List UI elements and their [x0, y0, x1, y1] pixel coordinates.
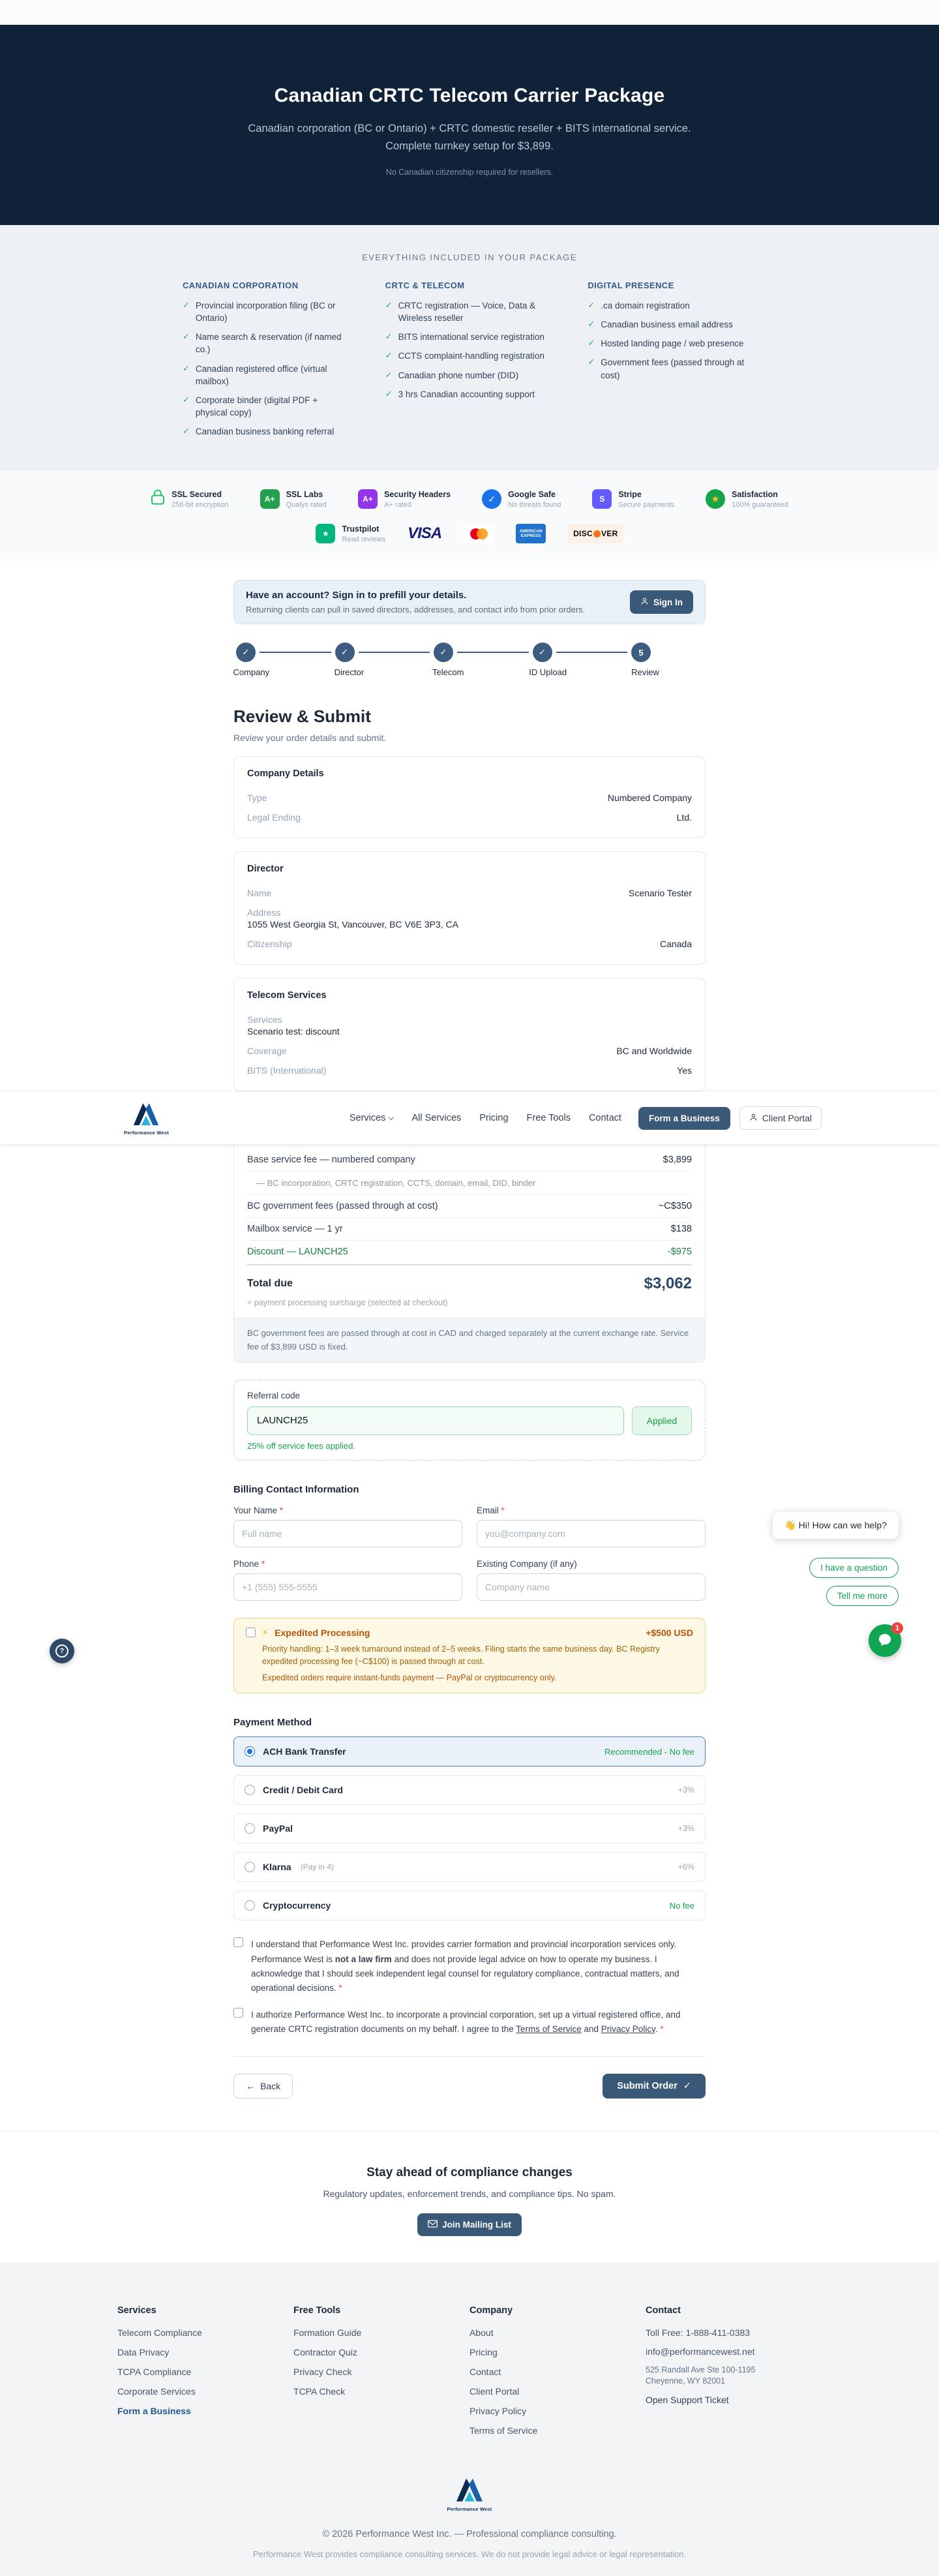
list-item	[385, 350, 554, 362]
check-icon	[683, 2081, 691, 2091]
footer-link[interactable]: Telecom Compliance	[117, 2327, 202, 2339]
nav-contact[interactable]: Contact	[588, 1113, 621, 1124]
included-heading: EVERYTHING INCLUDED IN YOUR PACKAGE	[362, 252, 577, 262]
footer-col-company: Company About Pricing Contact Client Portal Privacy Policy Terms of Service	[470, 2305, 646, 2445]
envelope-icon	[428, 2220, 438, 2230]
included-item-label: 3 hrs Canadian accounting support	[398, 389, 535, 399]
billing-heading: Billing Contact Information	[233, 1483, 359, 1495]
detail-row: Address 1055 West Georgia St, Vancouver, BC V6E 3P3, CA	[247, 907, 458, 930]
included-item-label: Canadian registered office (virtual mailbox)	[195, 363, 327, 386]
included-item-label: Provincial incorporation filing (BC or Ontario)	[195, 301, 336, 324]
detail-row: BITS (International) Yes	[247, 1065, 692, 1076]
hero-section	[0, 25, 939, 225]
step-id-upload[interactable]: ✓ ID Upload	[533, 643, 552, 662]
chat-launcher-button[interactable]	[869, 1624, 901, 1657]
nav-free-tools[interactable]: Free Tools	[526, 1113, 571, 1124]
logo-mark-icon	[453, 2476, 486, 2505]
nav-services[interactable]: Services	[350, 1113, 394, 1123]
step-check-icon	[236, 643, 256, 662]
submit-order-button[interactable]: Submit Order ✓	[603, 2074, 706, 2099]
included-col-title: CRTC & TELECOM	[385, 280, 465, 290]
footer-link[interactable]: TCPA Check	[293, 2386, 346, 2397]
total-due-amount: $3,062	[644, 1275, 692, 1293]
footer-link[interactable]: Corporate Services	[117, 2386, 196, 2397]
footer-logo: Performance West	[0, 2476, 939, 2512]
included-item-label: CCTS complaint-handling registration	[398, 351, 544, 361]
list-item	[385, 299, 554, 324]
payment-note: Recommended - No fee	[604, 1746, 694, 1757]
included-item-label: Canadian phone number (DID)	[398, 370, 519, 380]
trustpilot-star-icon: ★	[316, 524, 335, 543]
included-item-label: Canadian business banking referral	[195, 427, 335, 437]
pricing-row-discount: Discount — LAUNCH25 -$975	[247, 1247, 692, 1258]
site-navbar	[0, 1092, 939, 1144]
a-plus-icon: A+	[358, 489, 378, 509]
review-subtitle: Review your order details and submit.	[233, 733, 387, 744]
signin-subtitle: Returning clients can pull in saved directors, addresses, and contact info from prior orders.	[246, 605, 586, 615]
pricing-total-row: Total due $3,062	[247, 1264, 692, 1296]
badge-security-headers: A+ Security Headers A+ rated	[358, 489, 451, 509]
check-icon	[588, 356, 595, 381]
referral-applied-button[interactable]: Applied	[632, 1406, 692, 1435]
payment-note: No fee	[669, 1900, 694, 1911]
review-heading: Review & Submit	[233, 706, 371, 727]
footer-phone: Toll Free: 1-888-411-0383	[646, 2327, 751, 2339]
included-col-telecom	[385, 280, 554, 444]
included-item-label: CRTC registration — Voice, Data & Wireless reseller	[398, 301, 536, 324]
form-a-business-button[interactable]: Form a Business	[638, 1107, 730, 1130]
step-telecom[interactable]: ✓ Telecom	[434, 643, 453, 662]
back-button[interactable]: ← Back	[233, 2074, 293, 2099]
check-icon	[183, 331, 190, 356]
nav-all-services[interactable]: All Services	[411, 1113, 462, 1124]
footer-copyright: © 2026 Performance West Inc. — Professional compliance consulting.	[322, 2529, 617, 2540]
expedited-checkbox[interactable]	[246, 1628, 256, 1637]
payment-option-ach[interactable]: ACH Bank Transfer Recommended - No fee	[233, 1736, 706, 1766]
stripe-icon: S	[592, 489, 612, 509]
included-section	[0, 225, 939, 470]
footer-link[interactable]: About	[470, 2327, 494, 2339]
check-circle-icon: ✓	[482, 489, 501, 509]
badge-google-safe: ✓ Google Safe No threats found	[482, 489, 561, 509]
included-item-label: Name search & reservation (if named co.)	[195, 332, 342, 355]
phone-field-group: Phone * +1 (555) 555-5555	[233, 1559, 462, 1601]
director-card	[233, 851, 706, 965]
hero-note: No Canadian citizenship required for resellers.	[385, 168, 554, 177]
site-logo[interactable]: Performance West	[124, 1101, 169, 1136]
check-icon	[385, 350, 393, 362]
list-item	[183, 425, 351, 438]
included-col-title: DIGITAL PRESENCE	[588, 280, 674, 290]
chat-quick-reply-question[interactable]: I have a question	[809, 1558, 899, 1578]
check-icon	[183, 425, 190, 438]
step-check-icon	[533, 643, 552, 662]
detail-row: Type Numbered Company	[247, 793, 692, 804]
logo-mark-icon	[130, 1101, 162, 1129]
pricing-row-mailbox: Mailbox service — 1 yr $138	[247, 1218, 692, 1241]
included-item-label: Corporate binder (digital PDF + physical copy)	[195, 395, 318, 418]
email-field-group: Email * you@company.com	[477, 1506, 706, 1547]
radio-unselected[interactable]	[245, 1862, 255, 1872]
included-item-label: Hosted landing page / web presence	[601, 339, 744, 349]
surcharge-note: + payment processing surcharge (selected at checkout)	[247, 1298, 448, 1308]
detail-row: Name Scenario Tester	[247, 888, 692, 899]
footer-link[interactable]: Data Privacy	[117, 2347, 170, 2358]
footer-disclaimer: Performance West provides compliance consulting services. We do not provide legal advice or legal representation.	[252, 2549, 687, 2560]
detail-row: Services Scenario test: discount	[247, 1014, 340, 1037]
footer-col-free-tools: Free Tools Formation Guide Contractor Quiz Privacy Check TCPA Check	[293, 2305, 470, 2445]
list-item	[385, 331, 554, 343]
included-item-label: BITS international service registration	[398, 332, 544, 342]
mastercard-logo	[464, 524, 494, 543]
radio-selected[interactable]	[245, 1746, 255, 1757]
footer-col-services: Services Telecom Compliance Data Privacy TCPA Compliance Corporate Services Form a Business	[117, 2305, 293, 2445]
footer-email[interactable]: info@performancewest.net	[646, 2346, 755, 2357]
expedited-title: Expedited Processing	[275, 1627, 370, 1638]
telecom-services-card	[233, 978, 706, 1091]
newsletter-section	[0, 2131, 939, 2262]
step-check-icon	[335, 643, 355, 662]
lock-icon	[151, 489, 165, 509]
sign-in-button[interactable]: Sign In	[630, 590, 693, 614]
help-button[interactable]	[50, 1639, 74, 1663]
expedited-description: Priority handling: 1–3 week turnaround instead of 2–5 weeks. Filing starts the same business day. BC Registry expedited processing fee (~C$100) is passed through at cost.	[262, 1644, 660, 1667]
checkout-stepper	[233, 643, 659, 679]
list-item	[183, 363, 351, 387]
company-details-card	[233, 756, 706, 838]
amex-logo: AMERICAN EXPRESS	[516, 524, 546, 543]
check-icon	[385, 331, 393, 343]
badge-trustpilot: ★ Trustpilot Read reviews	[316, 524, 385, 543]
chevron-down-icon	[389, 1115, 394, 1120]
consent-authorization: I authorize Performance West Inc. to incorporate a provincial corporation, set up a virtual registered office, and generate CRTC registration documents on my behalf. I agree to the Terms of Service and Privacy Policy. *	[233, 2008, 706, 2037]
included-col-digital	[588, 280, 756, 444]
lightning-icon	[262, 1628, 268, 1638]
check-icon	[588, 337, 595, 350]
included-item-label: Canadian business email address	[601, 320, 733, 330]
footer-link[interactable]: Contact	[470, 2367, 501, 2378]
list-item	[183, 394, 351, 419]
included-col-title: CANADIAN CORPORATION	[183, 280, 299, 290]
footer-link[interactable]: TCPA Compliance	[117, 2367, 192, 2378]
card-title: Director	[247, 864, 284, 875]
phone-field[interactable]	[233, 1573, 462, 1601]
footer-link[interactable]: Terms of Service	[470, 2425, 538, 2436]
expedited-payment-note: Expedited orders require instant-funds payment — PayPal or cryptocurrency only.	[262, 1673, 557, 1683]
payment-option-klarna[interactable]: Klarna (Pay in 4) +6%	[233, 1852, 706, 1882]
card-title: Telecom Services	[247, 990, 327, 1001]
expedited-price: +$500 USD	[646, 1627, 693, 1638]
payment-option-paypal[interactable]: PayPal +3%	[233, 1813, 706, 1843]
list-item	[588, 356, 756, 381]
check-icon	[588, 299, 595, 312]
list-item	[588, 299, 756, 312]
open-support-ticket-link[interactable]: Open Support Ticket	[646, 2395, 729, 2406]
detail-row: Legal Ending Ltd.	[247, 812, 692, 823]
payment-option-crypto[interactable]: Cryptocurrency No fee	[233, 1890, 706, 1920]
chat-quick-reply-more[interactable]: Tell me more	[826, 1586, 899, 1606]
step-review[interactable]: 5 Review	[631, 643, 651, 662]
radio-unselected[interactable]	[245, 1900, 255, 1911]
person-icon	[749, 1113, 758, 1123]
chat-greeting-bubble: 👋 Hi! How can we help?	[773, 1512, 899, 1539]
referral-label: Referral code	[247, 1390, 301, 1401]
footer-col-contact: Contact Toll Free: 1-888-411-0383 info@performancewest.net 525 Randall Ave Ste 100-1195 Cheyenne, WY 82001 Open Support Ticket	[646, 2305, 822, 2445]
referral-success-message: 25% off service fees applied.	[247, 1440, 355, 1451]
terms-of-service-link[interactable]: Terms of Service	[516, 2023, 582, 2034]
list-item	[385, 369, 554, 382]
hero-subtitle: Canadian corporation (BC or Ontario) + CRTC domestic reseller + BITS international service. Complete turnkey setup for $3,899.	[248, 123, 691, 152]
step-number: 5	[631, 643, 651, 662]
step-check-icon	[434, 643, 453, 662]
radio-unselected[interactable]	[245, 1823, 255, 1834]
footer-link[interactable]: Pricing	[470, 2347, 498, 2358]
existing-company-field-group: Existing Company (if any) Company name	[477, 1559, 706, 1601]
detail-row: Coverage BC and Worldwide	[247, 1046, 692, 1057]
card-title: Company Details	[247, 768, 324, 780]
pricing-summary-card	[233, 1114, 706, 1362]
pricing-footnote: BC government fees are passed through at cost in CAD and charged separately at the current exchange rate. Service fee of $3,899 USD is fixed.	[234, 1318, 705, 1361]
pricing-row-base: Base service fee — numbered company $3,899	[247, 1149, 692, 1172]
name-field-group: Your Name * Full name	[233, 1506, 462, 1547]
client-portal-button[interactable]: Client Portal	[739, 1106, 822, 1130]
badge-stripe: S Stripe Secure payments	[592, 489, 674, 509]
included-col-corporation	[183, 280, 351, 444]
footer-link-form-a-business[interactable]: Form a Business	[117, 2406, 191, 2417]
arrow-left-icon	[246, 2081, 255, 2091]
person-icon	[640, 597, 649, 607]
footer-address-line2: Cheyenne, WY 82001	[646, 2376, 726, 2386]
chat-bubble-icon	[878, 1632, 892, 1650]
nav-pricing[interactable]: Pricing	[479, 1113, 509, 1124]
email-field[interactable]	[477, 1520, 706, 1547]
chat-unread-badge: 1	[891, 1622, 903, 1634]
footer-address-line1: 525 Randall Ave Ste 100-1195	[646, 2365, 756, 2375]
a-plus-icon: A+	[260, 489, 280, 509]
existing-company-field[interactable]	[477, 1573, 706, 1601]
list-item	[588, 337, 756, 350]
help-icon	[55, 1644, 68, 1658]
authorization-checkbox[interactable]	[233, 2008, 243, 2018]
included-item-label: .ca domain registration	[601, 301, 690, 311]
pricing-row-govfees: BC government fees (passed through at cost) ~C$350	[247, 1195, 692, 1218]
footer-link[interactable]: Contractor Quiz	[293, 2347, 358, 2358]
list-item	[183, 299, 351, 324]
badge-ssl-labs: A+ SSL Labs Qualys rated	[260, 489, 327, 509]
referral-code-card	[233, 1380, 706, 1461]
step-company[interactable]: ✓ Company	[236, 643, 256, 662]
payment-option-card[interactable]: Credit / Debit Card +3%	[233, 1775, 706, 1805]
step-director[interactable]: ✓ Director	[335, 643, 355, 662]
star-icon: ★	[706, 489, 725, 509]
included-item-label: Government fees (passed through at cost)	[601, 357, 745, 380]
page-title: Canadian CRTC Telecom Carrier Package	[274, 85, 665, 106]
discover-dot-icon	[593, 530, 601, 538]
check-icon	[183, 363, 190, 387]
badge-satisfaction: ★ Satisfaction 100% guaranteed	[706, 489, 788, 509]
payment-heading: Payment Method	[233, 1717, 312, 1729]
footer-link[interactable]: Privacy Policy	[470, 2406, 527, 2417]
payment-note: +6%	[678, 1862, 694, 1872]
check-icon	[183, 394, 190, 419]
footer-link[interactable]: Formation Guide	[293, 2327, 362, 2339]
newsletter-heading: Stay ahead of compliance changes	[366, 2166, 573, 2180]
check-icon	[183, 299, 190, 324]
pricing-row-base-detail: — BC incorporation, CRTC registration, CCTS, domain, email, DID, binder	[247, 1172, 692, 1195]
referral-code-input[interactable]	[247, 1406, 624, 1435]
name-field[interactable]	[233, 1520, 462, 1547]
check-icon	[588, 318, 595, 331]
trust-badges-section	[0, 470, 939, 559]
footer-link[interactable]: Privacy Check	[293, 2367, 352, 2378]
payment-note: +3%	[678, 1824, 694, 1834]
main-section	[0, 559, 939, 2131]
signin-banner	[233, 580, 706, 624]
discover-logo: DISC VER	[568, 524, 623, 543]
check-icon	[385, 369, 393, 382]
badge-ssl-secured: SSL Secured 256-bit encryption	[151, 489, 228, 509]
disclaimer-checkbox[interactable]	[233, 1937, 243, 1947]
radio-unselected[interactable]	[245, 1785, 255, 1795]
list-item	[183, 331, 351, 356]
privacy-policy-link[interactable]: Privacy Policy	[601, 2023, 655, 2034]
list-item	[588, 318, 756, 331]
visa-logo: VISA	[408, 524, 442, 543]
newsletter-subtitle: Regulatory updates, enforcement trends, and compliance tips. No spam.	[323, 2189, 616, 2200]
check-icon	[385, 299, 393, 324]
top-strip	[0, 0, 939, 25]
detail-row: Citizenship Canada	[247, 939, 692, 950]
check-icon	[385, 388, 393, 401]
consent-disclaimer: I understand that Performance West Inc. provides carrier formation and provincial incorporation services only. Performance West is not a law firm and does not provide legal advice on how to operate my business. I acknowledge that I should seek independent legal counsel for regulatory compliance, contractual matters, and operational decisions. *	[233, 1937, 706, 1995]
signin-title: Have an account? Sign in to prefill your details.	[246, 590, 467, 601]
expedited-processing-box	[233, 1618, 706, 1694]
payment-note: +3%	[678, 1785, 694, 1795]
join-mailing-list-button[interactable]: Join Mailing List	[417, 2213, 522, 2236]
list-item	[385, 388, 554, 401]
footer-link[interactable]: Client Portal	[470, 2386, 520, 2397]
